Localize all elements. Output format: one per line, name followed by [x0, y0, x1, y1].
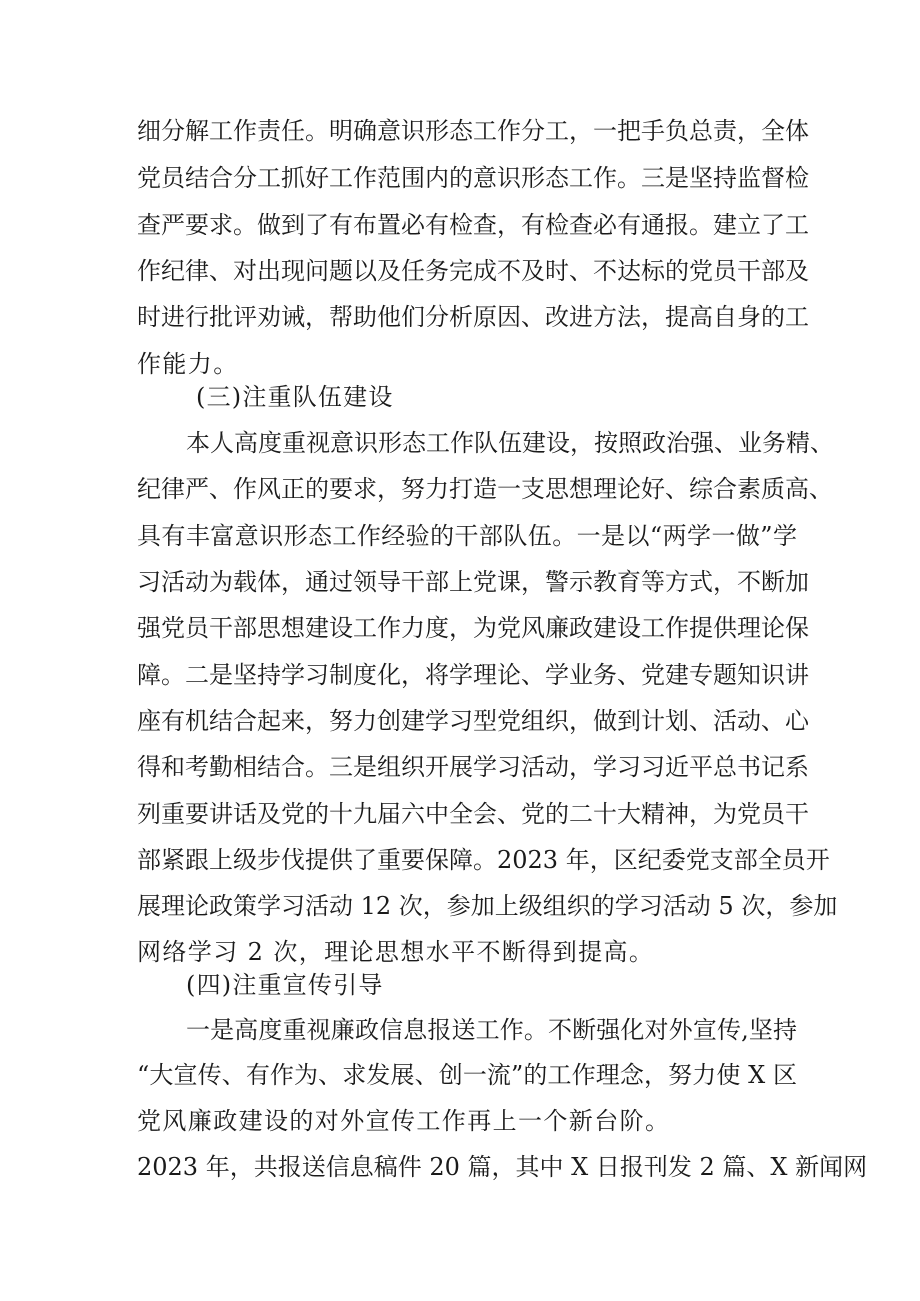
text-line: 党风廉政建设的对外宣传工作再上一个新台阶。 — [137, 1107, 671, 1135]
text-line: 纪律严、作风正的要求，努力打造一支思想理论好、综合素质高、 — [137, 475, 833, 503]
text-line: 部紧跟上级步伐提供了重要保障。2023 年，区纪委党支部全员开 — [137, 846, 830, 874]
text-line: 列重要讲话及党的十九届六中全会、党的二十大精神，为党员干 — [137, 800, 809, 828]
text-line: 细分解工作责任。明确意识形态工作分工，一把手负总责，全体 — [137, 117, 809, 145]
text-line: 展理论政策学习活动 12 次，参加上级组织的学习活动 5 次，参加 — [137, 892, 838, 920]
text-line: 强党员干部思想建设工作力度，为党风廉政建设工作提供理论保 — [137, 614, 809, 642]
text-line: 查严要求。做到了有布置必有检查，有检查必有通报。建立了工 — [137, 211, 809, 239]
text-line: 时进行批评劝诫，帮助他们分析原因、改进方法，提高自身的工 — [137, 303, 809, 331]
text-line: 作纪律、对出现问题以及任务完成不及时、不达标的党员干部及 — [137, 257, 809, 285]
text-line: 具有丰富意识形态工作经验的干部队伍。一是以“两学一做”学 — [137, 522, 797, 550]
text-line: 得和考勤相结合。三是组织开展学习活动，学习习近平总书记系 — [137, 753, 809, 781]
text-line: 2023 年，共报送信息稿件 20 篇，其中 X 日报刊发 2 篇、X 新闻网 — [137, 1153, 868, 1181]
text-line: 本人高度重视意识形态工作队伍建设，按照政治强、业务精、 — [186, 429, 834, 457]
text-line: 作能力。 — [137, 350, 239, 378]
section-heading-4: (四)注重宣传引导 — [186, 971, 384, 999]
text-line: “大宣传、有作为、求发展、创一流”的工作理念，努力使 X 区 — [137, 1061, 797, 1089]
text-line: 障。二是坚持学习制度化，将学理论、学业务、党建专题知识讲 — [137, 661, 809, 689]
text-line: 党员结合分工抓好工作范围内的意识形态工作。三是坚持监督检 — [137, 164, 809, 192]
text-line: 习活动为载体，通过领导干部上党课，警示教育等方式，不断加 — [137, 568, 809, 596]
section-heading-3: (三)注重队伍建设 — [196, 383, 394, 411]
text-line: 网络学习 2 次，理论思想水平不断得到提高。 — [137, 938, 655, 966]
text-line: 座有机结合起来，努力创建学习型党组织，做到计划、活动、心 — [137, 707, 809, 735]
text-line: 一是高度重视廉政信息报送工作。不断强化对外宣传,坚持 — [186, 1016, 797, 1044]
